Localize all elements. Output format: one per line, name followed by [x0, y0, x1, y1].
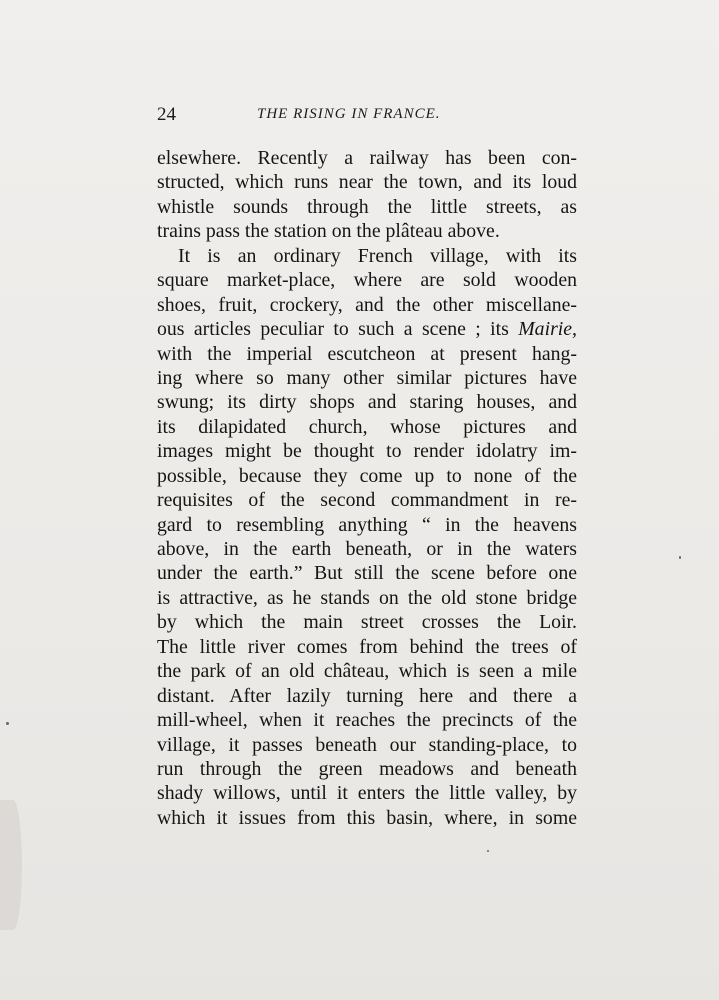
text-line: structed, which runs near the town, and its loud	[157, 171, 577, 194]
text-line: swung; its dirty shops and staring houses, and	[157, 391, 577, 414]
running-head	[157, 104, 577, 130]
page-number: 24	[157, 104, 176, 125]
text-line: village, it passes beneath our standing-place, to	[157, 733, 577, 756]
text-line: trains pass the station on the plâteau above.	[157, 220, 500, 243]
body-text	[157, 146, 577, 830]
text-line: square market-place, where are sold wooden	[157, 269, 577, 292]
text-line mairie-line: ous articles peculiar to such a scene ; its Mairie,	[157, 318, 577, 341]
paper-speck	[679, 556, 681, 559]
text-line: its dilapidated church, whose pictures and	[157, 415, 577, 438]
text-line: is attractive, as he stands on the old stone bridge	[157, 586, 577, 609]
text-line: with the imperial escutcheon at present hang-	[157, 342, 577, 365]
paper-speck	[487, 850, 489, 852]
text-line: It is an ordinary French village, with its	[178, 244, 577, 267]
text-line: the park of an old château, which is seen a mile	[157, 660, 577, 683]
text-line: possible, because they come up to none of the	[157, 464, 577, 487]
text-line: mill-wheel, when it reaches the precincts of the	[157, 709, 577, 732]
text-line: which it issues from this basin, where, in some	[157, 806, 577, 829]
text-line: gard to resembling anything “ in the heavens	[157, 513, 577, 536]
italic-mairie: Mairie,	[518, 318, 577, 341]
text-line: under the earth.” But still the scene before one	[157, 562, 577, 585]
text-line: shady willows, until it enters the little valley, by	[157, 782, 577, 805]
text-line: whistle sounds through the little streets, as	[157, 195, 577, 218]
text-line: by which the main street crosses the Loir.	[157, 611, 577, 634]
text-line: requisites of the second commandment in re-	[157, 489, 577, 512]
text-line: distant. After lazily turning here and there a	[157, 684, 577, 707]
text-line: above, in the earth beneath, or in the waters	[157, 538, 577, 560]
torn-page-edge	[0, 800, 22, 930]
running-title: THE RISING IN FRANCE.	[257, 106, 441, 122]
text-line: images might be thought to render idolatry im-	[157, 440, 577, 463]
text-line: ing where so many other similar pictures have	[157, 366, 577, 389]
text-line: elsewhere. Recently a railway has been con-	[157, 147, 577, 169]
text-line: run through the green meadows and beneath	[157, 757, 577, 780]
text-line: shoes, fruit, crockery, and the other miscellane-	[157, 293, 577, 316]
text-line: The little river comes from behind the trees of	[157, 635, 577, 658]
paper-speck	[6, 722, 9, 725]
